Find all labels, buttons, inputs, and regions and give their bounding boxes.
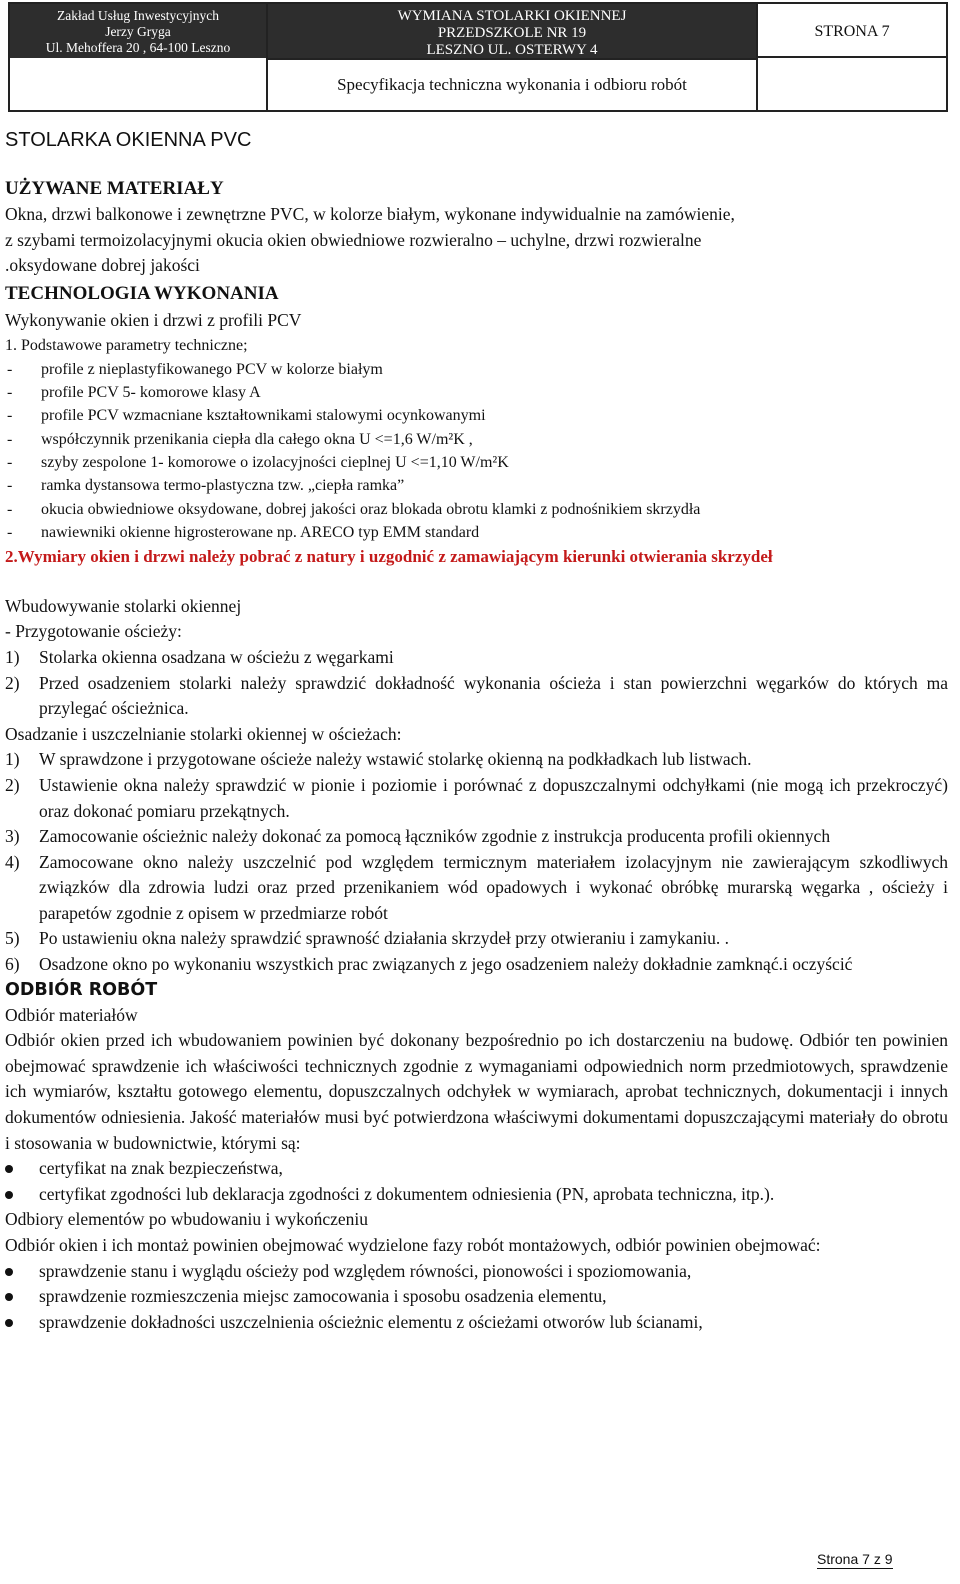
company-name: Zakład Usług Inwestycyjnych [57, 8, 219, 23]
list-item: 4) Zamocowane okno należy uszczelnić pod względem termicznym materiałem izolacyjnym nie zawierającym szkodliwych związków dla zdrowia ludzi oraz przed przenikaniem wód opadowych i wykonać obróbkę murarską węgarka , ościeży i parapetów zgodnie z opisem w przedmiarze robót [5, 851, 948, 923]
project-building: PRZEDSZKOLE NR 19 [437, 25, 587, 41]
project-address: LESZNO UL. OSTERWY 4 [426, 42, 598, 58]
header-company [10, 4, 268, 110]
prep-title: - Przygotowanie ościeży: [5, 621, 182, 642]
list-item: 1) Stolarka okienna osadzana w ościeżu z węgarkami [5, 646, 394, 667]
dimensions-note: 2.Wymiary okien i drzwi należy pobrać z natury i uzgodnić z zamawiającym kierunki otwierania skrzydeł [5, 547, 773, 567]
list-item: - ramka dystansowa termo-plastyczna tzw. „ciepła ramka” [7, 477, 405, 495]
list-item: 2) Ustawienie okna należy sprawdzić w pionie i poziomie i porównać z dopuszczalnymi odchyłkami (nie mogą ich przekroczyć) oraz dokonać pomiaru przekątnych. [5, 774, 948, 821]
elements-acceptance-text: Odbiór okien i ich montaż powinien obejmować wydzielone fazy robót montażowych, odbiór powinien obejmować: [5, 1235, 821, 1255]
list-item: certyfikat zgodności lub deklaracja zgodności z dokumentem odniesienia (PN, aprobata techniczna, itp.). [5, 1182, 948, 1208]
materials-line: z szybami termoizolacyjnymi okucia okien obwiedniowe rozwieralno – uchylne, drzwi rozwieralne [5, 229, 702, 250]
params-list [5, 358, 948, 544]
list-item: - współczynnik przenikania ciepła dla całego okna U <=1,6 W/m²K , [7, 430, 473, 448]
materials-acceptance-text: Odbiór okien przed ich wbudowaniem powinien być dokonany bezpośrednio po ich dostarczeniu na budowę. Odbiór ten powinien obejmować sprawdzenie ich właściwości technicznych zgodnie z wymaganiami odpowiednich norm przedmiotowych, sprawdzenie ich wymiarów, kształtu gotowego elementu, dopuszczalnych odchyłek w wymiarach, aprobat technicznych, dokumentacji i innych dokumentów odniesienia. Jakość materiałów musi być potwierdzona właściwymi dokumentami dopuszczającymi materiały do obrotu i stosowania w budownictwie, którymi są: [5, 1030, 948, 1153]
list-item: 6) Osadzone okno po wykonaniu wszystkich prac związanych z jego osadzeniem należy dokładnie zamknąć.i oczyścić [5, 954, 853, 975]
elements-acceptance-title: Odbiory elementów po wbudowaniu i wykończeniu [5, 1209, 369, 1230]
list-item: - profile PCV wzmacniane kształtownikami stalowymi ocynkowanymi [7, 407, 486, 425]
page-footer: Strona 7 z 9 [817, 1551, 893, 1567]
docs-list [5, 1156, 948, 1207]
list-item: certyfikat na znak bezpieczeństwa, [5, 1156, 948, 1182]
section-title: STOLARKA OKIENNA PVC [5, 129, 252, 151]
list-item: - profile z nieplastyfikowanego PCV w kolorze białym [7, 360, 383, 378]
materials-heading: UŻYWANE MATERIAŁY [5, 178, 224, 199]
params-title: 1. Podstawowe parametry techniczne; [5, 336, 248, 354]
materials-line: Okna, drzwi balkonowe i zewnętrzne PVC, w kolorze białym, wykonane indywidualnie na zamówienie, [5, 204, 735, 224]
company-address: Ul. Mehoffera 20 , 64-100 Leszno [45, 40, 231, 55]
list-item: 5) Po ustawieniu okna należy sprawdzić sprawność działania skrzydeł przy otwieraniu i zamykaniu. . [5, 928, 730, 949]
project-title: WYMIANA STOLARKI OKIENNEJ [397, 8, 627, 24]
list-item: 3) Zamocowanie ościeżnic należy dokonać za pomocą łączników zgodnie z instrukcja producenta profili okiennych [5, 826, 831, 847]
technology-heading: TECHNOLOGIA WYKONANIA [5, 282, 279, 304]
list-item: - okucia obwiedniowe oksydowane, dobrej jakości oraz blokada obrotu klamki z podnośnikiem skrzydła [7, 500, 701, 518]
installation-title: Wbudowywanie stolarki okiennej [5, 595, 242, 616]
acceptance-heading: ODBIÓR ROBÓT [5, 979, 158, 1000]
list-item: sprawdzenie stanu i wyglądu ościeży pod względem równości, pionowości i spoziomowania, [5, 1259, 948, 1285]
checks-list [5, 1259, 948, 1336]
prep-list [5, 645, 948, 722]
company-owner: Jerzy Gryga [105, 24, 171, 39]
list-item: sprawdzenie dokładności uszczelnienia ościeżnic elementu z ościeżami otworów lub ścianami, [5, 1310, 948, 1336]
list-item: 2) Przed osadzeniem stolarki należy sprawdzić dokładność wykonania ościeża i stan powierzchni węgarków do których ma przylegać ościeżnica. [5, 672, 948, 719]
materials-acceptance-title: Odbiór materiałów [5, 1004, 138, 1025]
list-item: - profile PCV 5- komorowe klasy A [7, 384, 261, 402]
seal-title: Osadzanie i uszczelnianie stolarki okiennej w ościeżach: [5, 723, 402, 744]
header-project [268, 4, 758, 110]
header-page-label: STRONA 7 [758, 4, 946, 58]
list-item: - nawiewniki okienne higrosterowane np. ARECO typ EMM standard [7, 523, 480, 541]
list-item: 1) W sprawdzone i przygotowane ościeże należy wstawić stolarkę okienną na podkładkach lub listwach. [5, 749, 752, 770]
technology-intro: Wykonywanie okien i drzwi z profili PCV [5, 309, 302, 330]
document-body [5, 126, 948, 1335]
header-subtitle: Specyfikacja techniczna wykonania i odbioru robót [268, 58, 756, 110]
list-item: sprawdzenie rozmieszczenia miejsc zamocowania i sposobu osadzenia elementu, [5, 1284, 948, 1310]
list-item: - szyby zespolone 1- komorowe o izolacyjności cieplnej U <=1,10 W/m²K [7, 453, 509, 471]
materials-line: .oksydowane dobrej jakości [5, 255, 200, 276]
header-table [8, 2, 948, 112]
seal-list [5, 747, 948, 977]
